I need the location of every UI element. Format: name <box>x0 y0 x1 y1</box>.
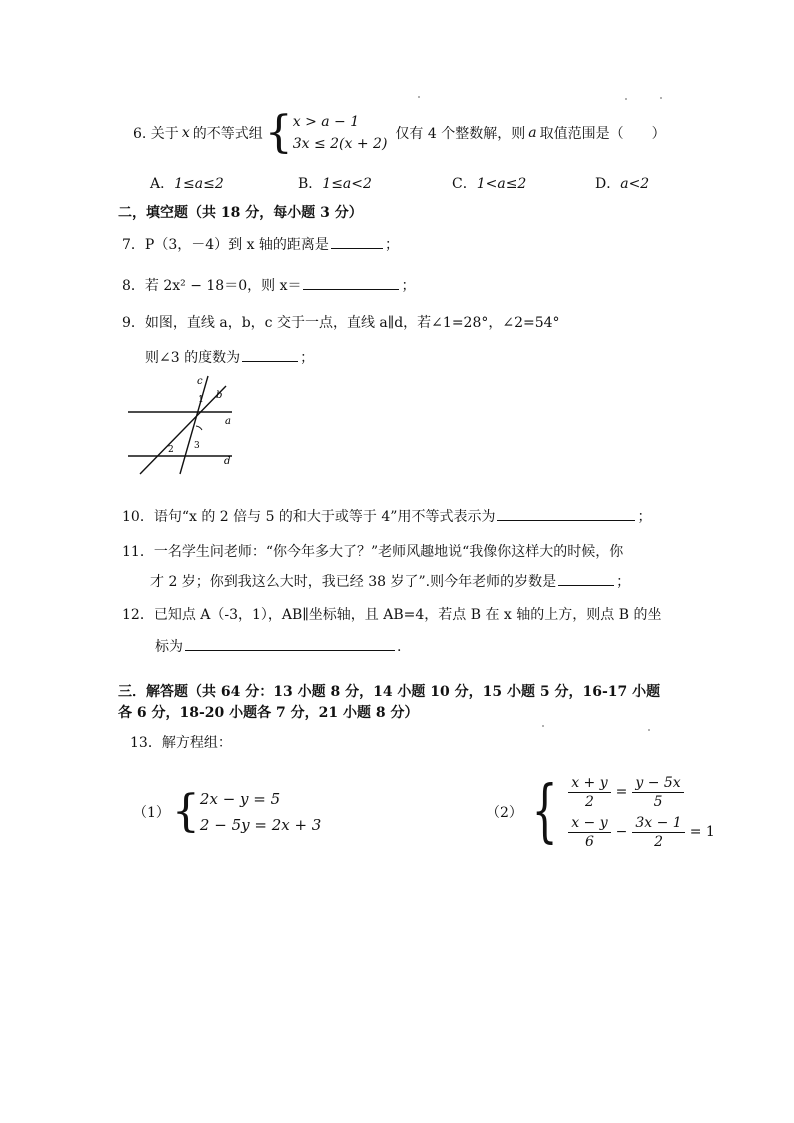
q12-answer-blank[interactable] <box>185 636 395 651</box>
q8-end: ； <box>401 278 416 294</box>
eq2-right-denominator: 2 <box>654 833 663 850</box>
eq1-right-denominator: 5 <box>653 793 663 810</box>
q11-end: ； <box>616 574 631 590</box>
q6-option-d[interactable] <box>595 173 649 193</box>
q10-end: ； <box>637 509 652 525</box>
q12-line1: 12．已知点 A（-3，1），AB∥坐标轴，且 AB=4，若点 B 在 x 轴的上方，则点 B 的坐 <box>122 607 662 623</box>
q13-title: 13．解方程组： <box>130 735 232 751</box>
eq1-right-numerator: y − 5x <box>632 774 683 793</box>
label-b: b <box>216 390 223 401</box>
q8-answer-blank[interactable] <box>303 275 399 290</box>
q12-line2-text: 标为 <box>155 639 183 655</box>
q13-part2-system <box>566 772 715 852</box>
label-a: a <box>225 416 231 427</box>
label-d: d <box>224 456 231 467</box>
q6-mid: 的不等式组 <box>192 126 263 142</box>
section3-title-line1: 三．解答题（共 64 分：13 小题 8 分，14 小题 10 分，15 小题 5 分，16-17 小题 <box>118 684 661 700</box>
q6-prefix: 6. 关于 <box>133 126 179 142</box>
q6-option-a-label: A． <box>150 176 175 192</box>
line-c <box>180 376 208 474</box>
q6-system <box>293 111 388 155</box>
q9-line2 <box>145 347 314 367</box>
q13-part1-brace: { <box>171 786 200 837</box>
q6-option-c-label: C． <box>452 176 477 192</box>
q7-answer-blank[interactable] <box>331 234 383 249</box>
q6-stem <box>133 108 666 158</box>
q13-part1 <box>133 784 321 840</box>
q13-part1-eq1: 2x − y = 5 <box>199 790 281 808</box>
q6-end: 取值范围是（ ） <box>539 126 666 142</box>
scan-speck <box>625 98 627 100</box>
q9-answer-blank[interactable] <box>242 347 298 362</box>
q10-answer-blank[interactable] <box>497 506 635 521</box>
q13-part1-system <box>200 786 321 838</box>
section2-title: 二，填空题（共 18 分，每小题 3 分） <box>118 205 363 221</box>
q13-part1-eq2: 2 − 5y = 2x + 3 <box>199 816 322 834</box>
scan-speck <box>542 725 544 727</box>
eq2-right-numerator: 3x − 1 <box>632 814 684 833</box>
scan-speck <box>660 97 662 99</box>
q8-text: 8．若 2x² − 18＝0，则 x＝ <box>122 278 302 294</box>
eq1-left-denominator: 2 <box>584 793 594 810</box>
q6-brace: { <box>264 107 293 158</box>
eq1-left-numerator: x + y <box>568 774 610 793</box>
q7 <box>122 234 399 254</box>
q6-option-a-text: 1≤a≤2 <box>174 176 224 192</box>
q13-part2-eq2 <box>566 812 715 852</box>
label-angle1: 1 <box>198 395 204 405</box>
q6-option-d-label: D． <box>595 176 621 192</box>
q12-end: . <box>397 639 402 655</box>
label-c: c <box>197 376 203 387</box>
section3-title-line2: 各 6 分，18-20 小题各 7 分，21 小题 8 分） <box>118 705 419 721</box>
q6-ineq1: x > a − 1 <box>292 114 360 130</box>
q13-part2 <box>486 764 715 860</box>
q9-end: ； <box>300 350 315 366</box>
q6-var-x: x <box>181 125 190 141</box>
eq1-operator: = <box>615 784 628 800</box>
q12-line2 <box>155 636 401 656</box>
scan-speck <box>648 729 650 731</box>
q6-option-c-text: 1<a≤2 <box>476 176 527 192</box>
q11-answer-blank[interactable] <box>558 571 614 586</box>
q13-part2-brace: { <box>531 772 558 851</box>
q9-line1: 9．如图，直线 a，b，c 交于一点，直线 a∥d，若∠1=28°，∠2=54° <box>122 315 560 331</box>
q6-option-c[interactable] <box>452 173 526 193</box>
q10 <box>122 506 651 526</box>
q6-option-b[interactable] <box>298 173 372 193</box>
scan-speck <box>418 96 420 98</box>
eq2-result: = 1 <box>689 824 715 840</box>
q13-part2-eq1 <box>566 772 715 812</box>
q8 <box>122 275 415 295</box>
q6-suffix: 仅有 4 个整数解，则 <box>395 126 526 142</box>
q7-end: ； <box>384 237 399 253</box>
q11-line1: 11．一名学生问老师：“你今年多大了？”老师风趣地说“我像你这样大的时候，你 <box>122 544 624 560</box>
q9-line2-text: 则∠3 的度数为 <box>145 350 241 366</box>
q6-option-b-label: B． <box>298 176 323 192</box>
line-b <box>140 386 226 474</box>
q10-text: 10．语句“x 的 2 倍与 5 的和大于或等于 4”用不等式表示为 <box>122 509 496 525</box>
angle3-arc <box>196 426 202 430</box>
q11-line2-text: 才 2 岁；你到我这么大时，我已经 38 岁了”.则今年老师的岁数是 <box>150 574 557 590</box>
eq2-operator: − <box>615 824 628 840</box>
q6-option-a[interactable] <box>150 173 224 193</box>
eq2-left-numerator: x − y <box>568 814 610 833</box>
q9-figure <box>122 370 242 482</box>
q13-part1-label: （1） <box>133 805 170 821</box>
q13-part2-label: （2） <box>486 805 523 821</box>
q7-text: 7．P（3，－4）到 x 轴的距离是 <box>122 237 329 253</box>
q6-ineq2: 3x ≤ 2(x + 2) <box>292 136 388 152</box>
q6-option-b-text: 1≤a<2 <box>322 176 372 192</box>
q11-line2 <box>150 571 630 591</box>
q6-var-a: a <box>528 125 537 141</box>
label-angle2: 2 <box>168 445 174 455</box>
eq2-left-denominator: 6 <box>584 833 594 850</box>
q6-option-d-text: a<2 <box>620 176 650 192</box>
label-angle3: 3 <box>194 441 200 451</box>
